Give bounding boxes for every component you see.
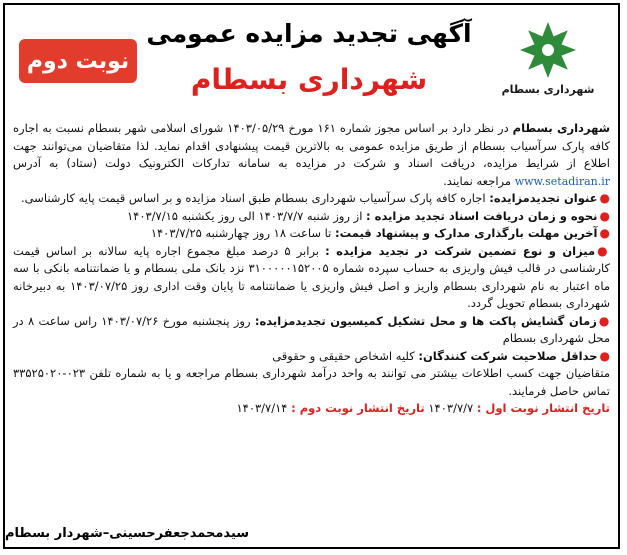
contact-paragraph: متقاضیان جهت کسب اطلاعات بیشتر می توانند به واحد درآمد شهرداری بسطام مراجعه و یا به شماره تلفن ۰۲۳-۳۳۵۲۵۰۲۰ تماس حاصل فرمایند.	[13, 366, 610, 398]
bullet-icon: ●	[597, 243, 611, 258]
intro-paragraph	[13, 120, 610, 190]
notice-subtitle: شهرداری بسطام	[190, 63, 428, 96]
item-label: آخرین مهلت بارگذاری مدارک و پیشنهاد قیمت:	[334, 226, 598, 240]
bullet-icon: ●	[599, 348, 610, 363]
municipality-logo	[498, 19, 598, 109]
item-label: میزان و نوع تضمین شرکت در تجدید مزایده :	[325, 243, 596, 258]
item-text: اجاره کافه پارک سرآسیاب شهرداری بسطام طبق اسناد مزایده و بر اساس قیمت پایه کارشناسی.	[20, 191, 486, 205]
item-label: حداقل صلاحیت شرکت کنندگان:	[418, 348, 598, 363]
item-text: کلیه اشخاص حقیقی و حقوقی	[272, 348, 415, 363]
intro-tail: مراجعه نمایند.	[443, 173, 512, 188]
bullet-icon: ●	[599, 208, 610, 223]
first-publication-label: تاریخ انتشار نوبت اول :	[476, 401, 610, 415]
bullet-icon: ●	[599, 191, 610, 205]
logo-caption: شهرداری بسطام	[501, 83, 595, 96]
intro-text: در نظر دارد بر اساس مجوز شماره ۱۶۱ مورخ ۱۴۰۳/۰۵/۲۹ شورای اسلامی شهر بسطام نسبت به اجاره کافه پارک سرآسیاب بسطام از طریق مزایده عمومی به بالاترین قیمت پیشنهادی اقدام نماید. لذا متقاضیان می‌توانند جهت اطلاع از شرایط مزایده، دریافت اسناد و شرکت در مزایده به سامانه تدارکات الکترونیک دولت (ستاد) به آدرس	[13, 121, 610, 170]
bullet-icon: ●	[598, 313, 611, 328]
notice-body	[13, 120, 610, 418]
item-text: برابر ۵ درصد مبلغ مجموع اجاره پایه سالانه بر اساس قیمت کارشناسی در قالب فیش واریزی به حساب سپرده شماره ۳۱۰۰۰۰۰۱۵۲۰۰۵ نزد بانک ملی بسطام و یا ضمانتنامه بانکی با سه ماه اعتبار به نام شهرداری بسطام واریز و اصل فیش واریزی یا ضمانتنامه تا پایان وقت اداری روز ۱۴۰۳/۰۷/۲۵ به دبیرخانه شهرداری بسطام تحویل گردد.	[13, 243, 610, 310]
item-text: از روز شنبه ۱۴۰۳/۷/۷ الی روز یکشنبه ۱۴۰۳/۷/۱۵	[126, 208, 363, 223]
second-publication-date: ۱۴۰۳/۷/۱۴	[236, 401, 288, 415]
intro-lead: شهرداری بسطام	[512, 121, 611, 135]
publication-dates	[13, 400, 610, 418]
list-item	[13, 243, 610, 313]
notice-frame	[3, 3, 620, 549]
list-item	[13, 208, 610, 226]
item-text: روز پنجشنبه مورخ ۱۴۰۳/۰۷/۲۶ راس ساعت ۸ در محل شهرداری بسطام	[13, 313, 610, 345]
item-label: زمان گشایش پاکت ها و محل تشکیل کمیسیون تجدیدمزایده:	[254, 313, 597, 328]
signature: سیدمحمدجعفرحسینی–شهردار بسطام	[5, 526, 250, 541]
logo-emblem-icon	[517, 19, 579, 81]
item-text: تا ساعت ۱۸ روز چهارشنبه ۱۴۰۳/۷/۲۵	[150, 226, 332, 240]
list-item	[13, 225, 610, 243]
list-item	[13, 348, 610, 366]
notice-header	[5, 5, 618, 115]
item-label: عنوان تجدیدمزایده:	[489, 191, 598, 205]
list-item	[13, 190, 610, 208]
round-badge: نوبت دوم	[19, 39, 137, 83]
second-publication-label: تاریخ انتشار نوبت دوم :	[291, 401, 425, 415]
list-item	[13, 313, 610, 348]
setad-link[interactable]: www.setadiran.ir	[514, 174, 610, 188]
bullet-icon: ●	[599, 226, 610, 240]
first-publication-date: ۱۴۰۳/۷/۷	[428, 401, 474, 415]
item-label: نحوه و زمان دریافت اسناد تجدید مزایده :	[366, 208, 598, 223]
notice-title: آگهی تجدید مزایده عمومی	[146, 19, 472, 48]
